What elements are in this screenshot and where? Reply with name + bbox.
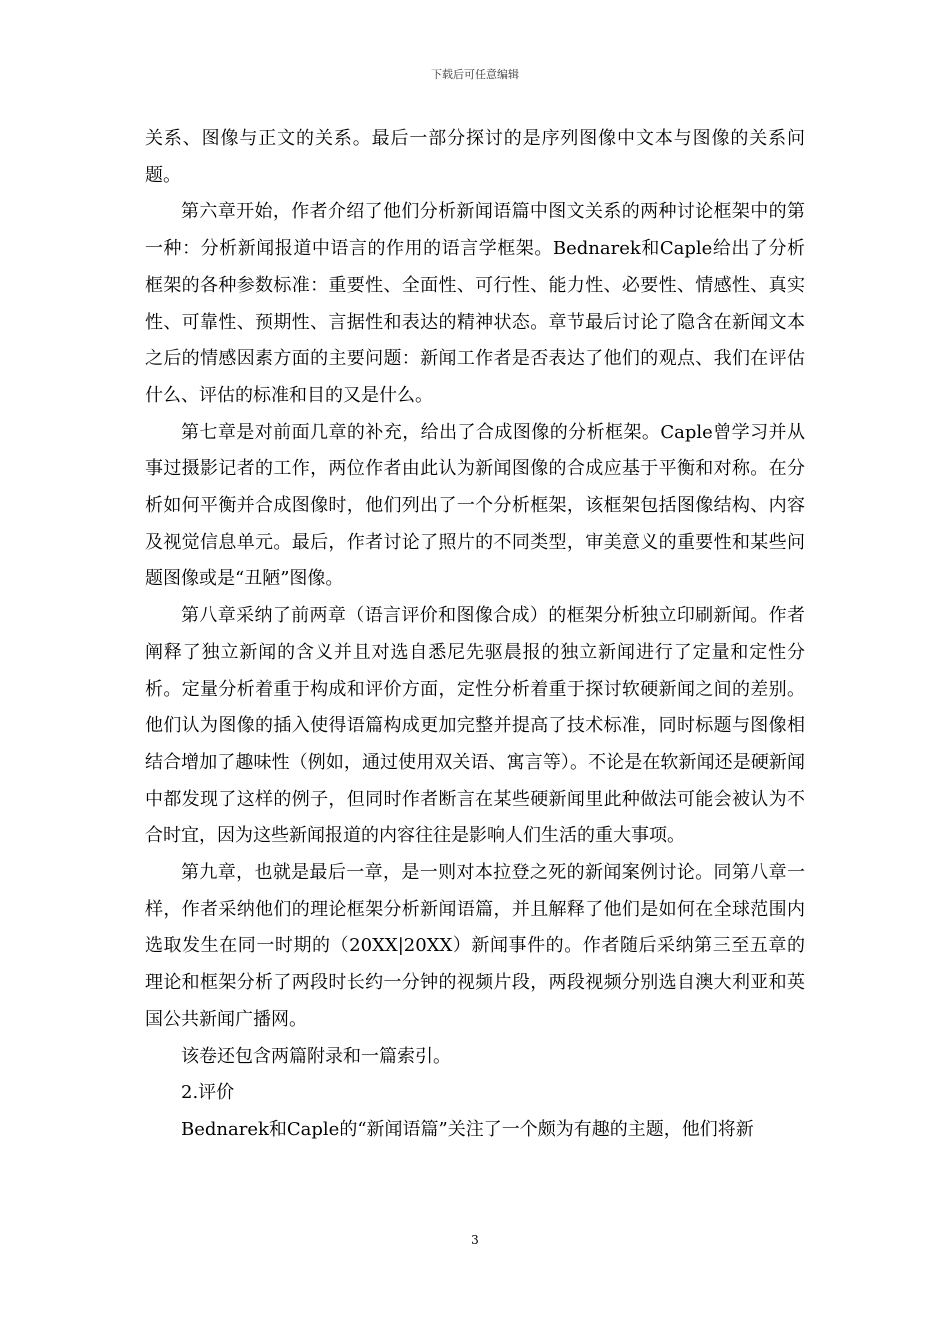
paragraph-continuation: 关系、图像与正文的关系。最后一部分探讨的是序列图像中文本与图像的关系问题。 <box>145 128 805 186</box>
page-header: 下载后可任意编辑 <box>431 68 519 81</box>
paragraph-chapter-nine: 第九章，也就是最后一章，是一则对本拉登之死的新闻案例讨论。同第八章一样，作者采纳他们的理论框架分析新闻语篇，并且解释了他们是如何在全球范围内选取发生在同一时期的（20XX|20XX）新闻事件的。作者随后采纳第三至五章的理论和框架分析了两段时长约一分钟的视频片段，两段视频分别选自澳大利亚和英国公共新闻广播网。 <box>145 862 805 1030</box>
paragraph-evaluation: Bednarek和Caple的“新闻语篇”关注了一个颇为有趣的主题，他们将新 <box>181 1118 754 1140</box>
paragraph-appendix: 该卷还包含两篇附录和一篇索引。 <box>181 1045 451 1067</box>
section-heading-evaluation: 2.评价 <box>181 1082 235 1104</box>
document-body <box>145 121 805 1149</box>
paragraph-chapter-eight: 第八章采纳了前两章（语言评价和图像合成）的框架分析独立印刷新闻。作者阐释了独立新闻的含义并且对选自悉尼先驱晨报的独立新闻进行了定量和定性分析。定量分析着重于构成和评价方面，定性分析着重于探讨软硬新闻之间的差别。他们认为图像的插入使得语篇构成更加完整并提高了技术标准，同时标题与图像相结合增加了趣味性（例如，通过使用双关语、寓言等）。不论是在软新闻还是硬新闻中都发现了这样的例子，但同时作者断言在某些硬新闻里此种做法可能会被认为不合时宜，因为这些新闻报道的内容往往是影响人们生活的重大事项。 <box>145 605 805 847</box>
paragraph-chapter-six: 第六章开始，作者介绍了他们分析新闻语篇中图文关系的两种讨论框架中的第一种：分析新闻报道中语言的作用的语言学框架。Bednarek和Caple给出了分析框架的各种参数标准：重要性、全面性、可行性、能力性、必要性、情感性、真实性、可靠性、预期性、言据性和表达的精神状态。章节最后讨论了隐含在新闻文本之后的情感因素方面的主要问题：新闻工作者是否表达了他们的观点、我们在评估什么、评估的标准和目的又是什么。 <box>145 201 805 406</box>
paragraph-chapter-seven: 第七章是对前面几章的补充，给出了合成图像的分析框架。Caple曾学习并从事过摄影记者的工作，两位作者由此认为新闻图像的合成应基于平衡和对称。在分析如何平衡并合成图像时，他们列出了一个分析框架，该框架包括图像结构、内容及视觉信息单元。最后，作者讨论了照片的不同类型，审美意义的重要性和某些问题图像或是“丑陋”图像。 <box>145 421 805 590</box>
page-number: 3 <box>471 1233 479 1247</box>
